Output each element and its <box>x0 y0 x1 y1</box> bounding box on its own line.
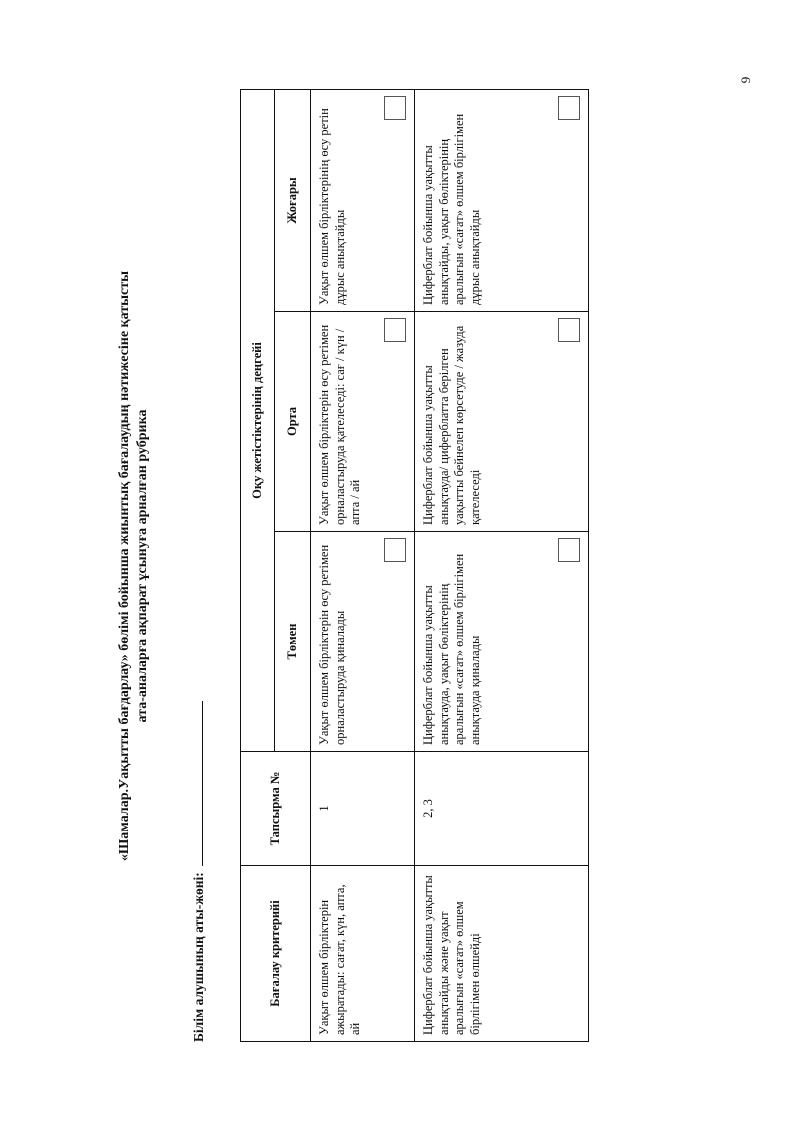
header-high: Жоғары <box>275 89 311 311</box>
task-number-cell: 2, 3 <box>415 752 589 866</box>
high-level-text: Циферблат бойынша уақытты анықтайды, уақыт бөліктерінің аралығын «сағат» өлшем бірлігімен дұрыс анықтайды <box>421 113 482 305</box>
student-name-blank-line[interactable] <box>190 701 203 866</box>
rotated-page-content <box>100 46 700 1086</box>
checkbox[interactable] <box>384 538 406 562</box>
mid-level-cell <box>311 312 415 532</box>
low-level-cell <box>415 532 589 752</box>
table-row <box>415 89 589 1041</box>
header-mid: Орта <box>275 312 311 532</box>
header-levels: Оқу жетістіктерінің деңгейі <box>241 89 275 751</box>
criteria-cell: Циферблат бойынша уақытты анықтайды және уақыт аралығын «сағат» өлшем бірлігімен өлшейді <box>415 866 589 1042</box>
header-low: Төмен <box>275 532 311 752</box>
student-name-field <box>190 701 207 1042</box>
high-level-cell <box>311 89 415 311</box>
checkbox[interactable] <box>384 318 406 342</box>
low-level-cell <box>311 532 415 752</box>
page-number: 9 <box>738 76 753 84</box>
document-title <box>116 46 152 1086</box>
task-number-cell: 1 <box>311 752 415 866</box>
high-level-cell <box>415 89 589 311</box>
high-level-text: Уақыт өлшем бірліктерінің өсу ретін дұрыс анықтайды <box>317 108 347 305</box>
checkbox[interactable] <box>558 96 580 120</box>
low-level-text: Уақыт өлшем бірліктерін өсу ретімен орналастыруда қиналады <box>317 544 347 745</box>
title-line-1: «Шамалар.Уақытты бағдарлау» бөлімі бойынша жиынтық бағалаудың нәтижесіне қатысты <box>117 270 132 862</box>
header-criteria: Бағалау критерийі <box>241 866 311 1042</box>
criteria-cell: Уақыт өлшем бірліктерін ажыратады: сағат, күн, апта, ай <box>311 866 415 1042</box>
title-line-2: ата-аналарға ақпарат ұсынуға арналған рубрика <box>135 409 150 723</box>
header-task: Тапсырма № <box>241 752 311 866</box>
student-name-label: Білім алушының аты-жөні: <box>191 872 206 1042</box>
rubric-table <box>240 89 589 1042</box>
table-row <box>311 89 415 1041</box>
checkbox[interactable] <box>558 318 580 342</box>
low-level-text: Циферблат бойынша уақытты анықтауда, уақыт бөліктерінің аралығын «сағат» өлшем бірлігімен анықтауда қиналады <box>421 553 482 745</box>
checkbox[interactable] <box>558 538 580 562</box>
mid-level-cell <box>415 312 589 532</box>
checkbox[interactable] <box>384 96 406 120</box>
mid-level-text: Циферблат бойынша уақытты анықтауда/ циферблатта берілген уақытты бейнелеп көрсетуде / жазуда қателеседі <box>421 325 482 525</box>
mid-level-text: Уақыт өлшем бірліктерін өсу ретімен орналастыруда қателеседі: сағ / күн / апта / ай <box>317 324 362 525</box>
